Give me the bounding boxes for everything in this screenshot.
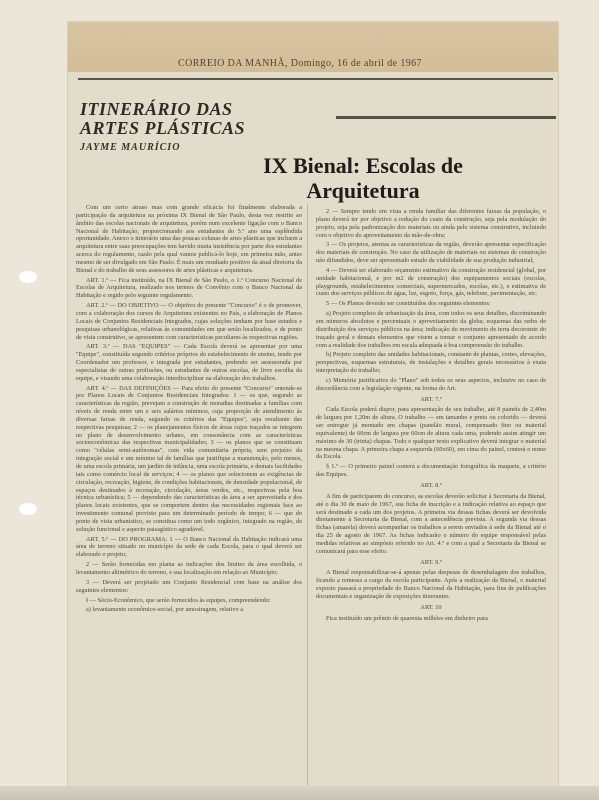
article-paragraph: ART. 3.º — DAS "EQUIPES" — Cada Escola deverá se apresentar por uma "Equipe", constituída segundo critérios próprios do estabelecimento de ensino, tendo por Coordenador um professor, e integrada por estudantes, podendo ser assessorada por especialistas de outras profissões, ou estudantes de outras escolas, de livre escolha da equipe, e visando uma colaboração interdisciplinar na elaboração dos trabalhos. — [76, 343, 302, 382]
article-paragraph: Com um certo atraso mas com grande eficácia foi finalmente elaborada a participação da arquitetura na próxima IX Bienal de São Paulo, desta vez restrito ao âmbito das escolas nacionais de arquitetura, porém num excelente ligação com o Banco Nacional de Habitação, proporcionando aos estudantes do 5.º ano uma esplêndida oportunidade. Anexo o itinerário uma das poucas colunas de artes plásticas que incluem a arquitetura entre suas preocupações tem havido muita insistência por parte dos estudantes acerca do regulamento, razão pela qual vamos publicá-lo hoje, em primeira mão, antes mesmo de ser divulgado em São Paulo. É mais um resultado positivo da atual diretoria da Bienal e do trabalho de seus assessores de artes plásticas e arquitetura. — [76, 204, 302, 274]
article-paragraph: ART. 9.º — [420, 558, 442, 566]
article-column-left — [76, 204, 302, 800]
article-column-right — [316, 208, 546, 800]
article-paragraph: ART. 7.º — [420, 395, 442, 403]
article-paragraph: 4 — Deverá ser elaborado orçamento estimativo da construção residencial (global, por unidade habitacional, e por m2 de construção) dos equipamentos sociais (escolas, playgrounds, estabelecimentos comerciais, supermercados, escolas, etc.), e estimativa de custo dos serviços públicos de água, luz, esgoto, força, gás, telefone, pavimentação, etc. — [316, 266, 546, 298]
section-title-line-2: ARTES PLÁSTICAS — [80, 118, 246, 138]
newspaper-masthead: CORREIO DA MANHÃ, Domingo, 16 de abril de 1967 — [178, 58, 422, 69]
author-byline: JAYME MAURÍCIO — [80, 142, 181, 153]
article-paragraph: Cada Escola poderá dispor, para apresentação de seu trabalho, até 8 painéis de 2,40m de largura por 1,20m de altura. O trabalho — em tamanho e preto ou colorido — deverá ser entregue já montado em chapas (panelão mural, compensado fino ou material equivalente) de 60cm de largura por 60cm de altura cada uma, podendo assim atingir um máximo de 30 (trinta) chapas. Todo e qualquer texto explicativo deverá integrar o material na mesma chapa. A primeira chapa a esquerda (60x60), em cima do painel, conterá o nome da Escola. — [316, 406, 546, 461]
article-paragraph: ART. 8.º — [420, 482, 442, 489]
article-paragraph: 3 — Deverá ser projetado um Conjunto Residencial com base na análise dos seguintes elementos: — [76, 578, 302, 594]
section-title — [80, 100, 340, 138]
article-paragraph: ART. 2.º — DO OBJETIVO — O objetivo do presente "Concurso" é o de promover, com a colaboração dos cursos de Arquitetura existentes no País, a elaboração de Planos Locais de Conjuntos Residenciais Integrados, cujas soluções tenham por base estudos e pesquisas urbanológicas, relativas às comunidades em que serão localizados, e de ponto de vista construtivo, se apresentem com características peculiares às respectivas regiões. — [76, 302, 302, 341]
article-paragraph: c) Memória justificativa do "Plano" sob todos os seus aspectos, inclusive no caso de discordância com a legislação vigente, na forma do Art. — [316, 376, 546, 392]
newspaper-clipping — [68, 22, 558, 800]
article-paragraph: 5 — Os Planos deverão ser constituídos dos seguintes elementos: — [326, 300, 491, 308]
article-paragraph: Fica instituído um prêmio de quarenta milhões em dinheiro para — [326, 614, 488, 622]
section-rule — [336, 116, 556, 119]
punch-hole — [18, 502, 38, 516]
article-paragraph: 3 — Os projetos, atentas as características da região, deverão apresentar especificação dos materiais de construção. No caso da utilização de materiais ou sistemas de construção não difundidos, deve ser apresentado estudo da viabilidade de sua produção industrial; — [316, 241, 546, 265]
article-paragraph: I — Sócio-Econômico, que serão fornecidos às equipes, compreendendo: — [86, 596, 271, 604]
masthead-rule — [78, 78, 553, 80]
article-headline — [173, 153, 553, 203]
article-paragraph: § 1.º — O primeiro painel conterá a documentação fotográfica da maquete, a critério das Equipes. — [316, 463, 546, 479]
article-paragraph: a) levantamento econômico-social, por amostragem, relativo a — [86, 606, 244, 614]
article-paragraph: 2 — Serão fornecidas em planta as indicações dos limites da área escolhida, o levantamento altimétrico do terreno, e sua localização em relação ao Município; — [76, 561, 302, 576]
article-paragraph: A fim de participarem do concurso, as escolas deverão solicitar à Secretaria da Bienal, até o dia 30 de maio de 1967, sua ficha de inscrição e a indicação relativa ao espaço que será destinado a cada um dos projetos. A primeira via dessas fichas deverá ser devolvida diretamente à Secretaria da Bienal, com a antecedência prevista. A segunda via dessas fichas (amarela) deverá acompanhar os trabalhos a serem enviados à sede da Bienal até o dia 25 de agosto de 1967. As fichas indicarão o número do equipe responsável pelas medidas relativas ao simpósio referido no Art. 4.º e com a qual a Secretaria da Bienal se comunicará para esse efeito. — [316, 492, 546, 555]
column-divider — [307, 204, 308, 800]
section-title-line-1: ITINERÁRIO DAS — [80, 99, 233, 119]
headline-line-2: Arquitetura — [306, 178, 420, 203]
article-paragraph: b) Projeto completo das unidades habitacionais, constante de plantas, cortes, elevações, perspectivas, esquemas estruturais, de instalações e detalhes gerais necessários à exata interpretação do trabalho; — [316, 351, 546, 375]
scan-bottom-edge — [0, 786, 599, 800]
punch-hole — [18, 270, 38, 284]
article-paragraph: 2 — Sempre tendo em vista a renda familiar das diferentes faixas da população, o plano deverá ter por objetivo a redução do custo da construção, seja pela modulação do projeto, seja pela padronização dos materiais ou ainda pelo sistema construtivo, incluindo com o objetivo do aproveitamento da mão-de-obra; — [316, 208, 546, 239]
article-paragraph: a) Projeto completo de urbanização da área, com todos os seus detalhes, discriminando em números absolutos e percentuais o aproveitamento da gleba; esquemas das redes de distribuição dos serviços públicos na área; indicação do movimento de terra decorrente do traçado geral e demais elementos que visem a tornar o conjunto apresentado de acordo com a realidade dos trabalhos em escala adequada à boa compreensão do trabalho. — [316, 310, 546, 349]
article-paragraph: ART. 4.º — DAS DEFINIÇÕES — Para efeito do presente "Concurso" entende-se por Planos Locais de Conjuntos Residenciais Integrados: 1 — os que, segundo as características da região, prevejam a construção de moradias destinadas a famílias com níveis de renda entre um e seis salários mínimos, cuja proporção de atendimento às diversas faixas de renda, segundo os critérios das "Equipes", seja resultante das respectivas pesquisas; 2 — os planejamentos físicos de áreas cujos traçados se integrem no plano de desenvolvimento urbano, em consonância com as características socioeconômicas das respectivas municipalidades; 3 — os planos que se constituam como "células semi-autônomas", com vida comunitária própria, sem prejuízo da integração social e um mínimo tal de famílias que justifique a manutenção, pelo menos, de uma escola primária, um jardim de infância, uma escola primária, e demais facilidades tais como comércio local de serviços; 4 — os planos que solucionem as exigências de circulação, recreação, higiene, de condições habitacionais, de densidade populacional, de espaços destinados à recreação, circulação, áreas verdes, etc., respectivas pela boa técnica urbanística; 5 — dependendo das características da área a ser aproveitada e dos planos locais existentes, que se comportem dentro das necessidades regionais face ao investimento comunal previsto para um determinado período de tempo; 6 — que do ponto de vista urbanístico, se constitua como um todo orgânico, integrado na região, de solução funcional e aspecto paisagístico agradável. — [76, 384, 302, 533]
article-paragraph: ART. 10 — [420, 603, 442, 611]
article-paragraph: A Bienal responsabilizar-se-á apenas pelas despesas de desembalagem dos trabalhos, ficando a remessa a cargo da escola participante. Após a realização da Bienal, o material exposto passará a propriedade do Banco Nacional da Habitação, para fins de publicações documentais e organização de exposições itinerantes. — [316, 569, 546, 600]
article-paragraph: ART. 5.º — DO PROGRAMA: 1 — O Banco Nacional da Habitação indicará uma área de terreno situado no município da sede de cada Escola, para o qual deverá ser elaborado o projeto; — [76, 535, 302, 559]
article-paragraph: ART. 1.º — Fica instituído, na IX Bienal de São Paulo, o 1.º Concurso Nacional de Escolas de Arquitetura, realizado nos termos de Convênio com o Banco Nacional da Habitação e regido pelo seguinte regulamento. — [76, 276, 302, 300]
headline-line-1: IX Bienal: Escolas de — [263, 153, 463, 178]
